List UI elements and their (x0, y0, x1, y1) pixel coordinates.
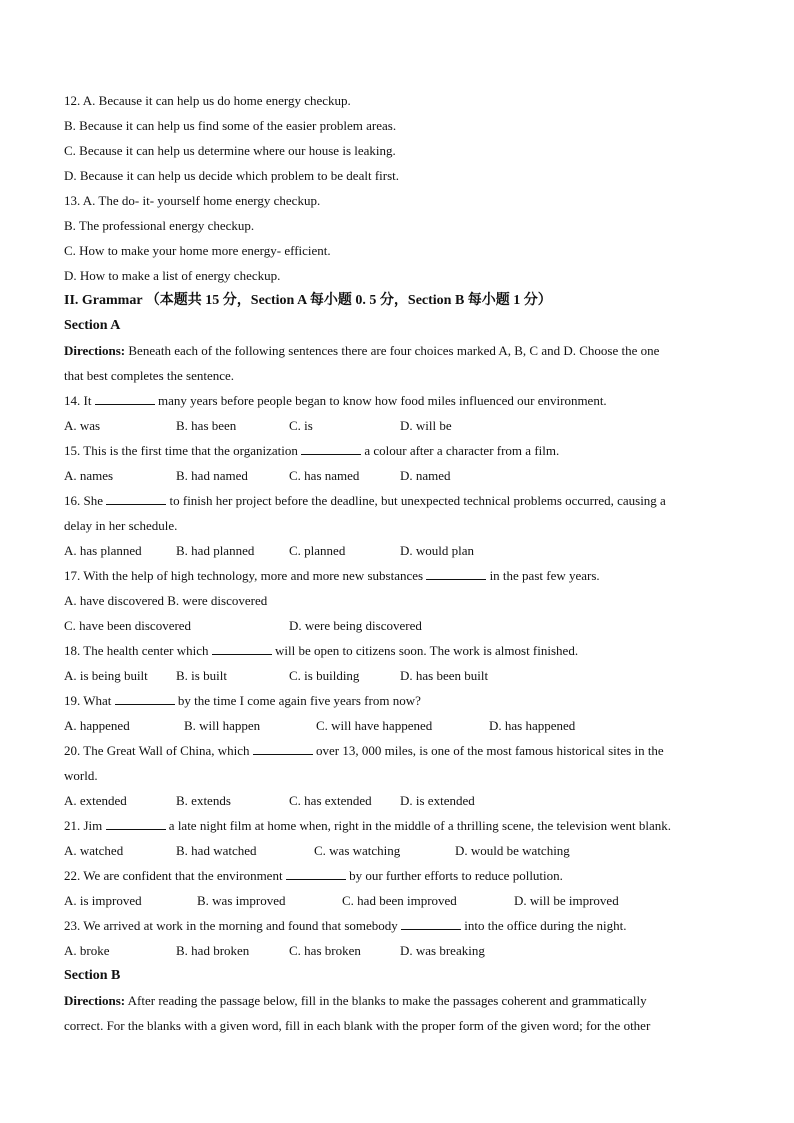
question-text: to finish her project before the deadline, but unexpected technical problems occurred, causing a (166, 493, 666, 508)
section-b-directions-cont: correct. For the blanks with a given word, fill in each blank with the proper form of the given word; for the other (64, 1018, 651, 1033)
answer-blank[interactable] (212, 642, 272, 655)
question-text-cont: world. (64, 768, 98, 783)
answer-option[interactable]: B. had planned (176, 543, 255, 558)
q12-option-a: 12. A. Because it can help us do home energy checkup. (64, 93, 351, 108)
answer-option[interactable]: D. would plan (400, 543, 475, 558)
options-row (64, 713, 714, 738)
answer-option[interactable]: D. is extended (400, 793, 475, 808)
answer-blank[interactable] (95, 392, 155, 405)
question-text: into the office during the night. (461, 918, 627, 933)
question-text: in the past few years. (486, 568, 600, 583)
answer-option[interactable]: A. is improved (64, 893, 142, 908)
section-b-heading: Section B (64, 968, 121, 983)
question-stem (64, 388, 714, 413)
question-stem (64, 738, 714, 763)
answer-option[interactable]: C. planned (289, 543, 346, 558)
q12-option-c: C. Because it can help us determine where our house is leaking. (64, 143, 396, 158)
options-row (64, 413, 714, 438)
answer-option[interactable]: B. had broken (176, 943, 250, 958)
question-stem (64, 563, 714, 588)
question-text: 20. The Great Wall of China, which (64, 743, 253, 758)
answer-option[interactable]: C. has broken (289, 943, 361, 958)
question-stem (64, 488, 714, 513)
question-list (64, 388, 714, 963)
document-page (64, 88, 714, 1038)
answer-option[interactable]: D. has been built (400, 668, 489, 683)
section-a-directions-cont: that best completes the sentence. (64, 368, 235, 383)
section-a-heading: Section A (64, 318, 121, 333)
q13-option-a: 13. A. The do- it- yourself home energy checkup. (64, 193, 321, 208)
question-stem (64, 863, 714, 888)
answer-option[interactable]: D. will be improved (514, 893, 619, 908)
question-text: many years before people began to know how food miles influenced our environment. (154, 393, 607, 408)
options-row (64, 663, 714, 688)
question-text: 15. This is the first time that the organization (64, 443, 302, 458)
answer-option[interactable]: C. is (289, 418, 313, 433)
answer-option[interactable]: C. had been improved (342, 893, 457, 908)
q12-option-b: B. Because it can help us find some of the easier problem areas. (64, 118, 397, 133)
q13-option-c: C. How to make your home more energy- efficient. (64, 243, 331, 258)
answer-option[interactable]: D. would be watching (455, 843, 570, 858)
section-2-heading: II. Grammar （本题共 15 分，Section A 每小题 0. 5 分，Section B 每小题 1 分） (64, 293, 552, 308)
question-stem (64, 438, 714, 463)
question-text: 22. We are confident that the environment (64, 868, 286, 883)
question-text: 14. It (64, 393, 95, 408)
answer-option[interactable]: D. will be (400, 418, 452, 433)
answer-option[interactable]: C. was watching (314, 843, 401, 858)
question-text: 18. The health center which (64, 643, 212, 658)
options-row (64, 613, 714, 638)
answer-option[interactable]: A. happened (64, 718, 130, 733)
answer-blank[interactable] (401, 917, 461, 930)
directions-text: After reading the passage below, fill in the blanks to make the passages coherent and grammatically (125, 993, 647, 1008)
answer-option[interactable]: A. was (64, 418, 101, 433)
answer-option[interactable]: C. will have happened (316, 718, 433, 733)
question-text: by the time I come again five years from now? (174, 693, 421, 708)
options-row (64, 838, 714, 863)
question-text: 19. What (64, 693, 115, 708)
answer-option[interactable]: B. has been (176, 418, 237, 433)
answer-option[interactable]: B. will happen (184, 718, 261, 733)
answer-option[interactable]: D. was breaking (400, 943, 485, 958)
answer-blank[interactable] (106, 817, 166, 830)
answer-option[interactable]: D. has happened (489, 718, 576, 733)
answer-option[interactable]: A. is being built (64, 668, 148, 683)
answer-blank[interactable] (426, 567, 486, 580)
question-stem (64, 813, 714, 838)
answer-option[interactable]: C. have been discovered (64, 618, 192, 633)
options-row (64, 788, 714, 813)
answer-option[interactable]: A. broke (64, 943, 110, 958)
question-stem (64, 688, 714, 713)
q13-option-b: B. The professional energy checkup. (64, 218, 255, 233)
answer-option[interactable]: C. is building (289, 668, 360, 683)
question-text: will be open to citizens soon. The work is almost finished. (271, 643, 579, 658)
question-text: a late night film at home when, right in the middle of a thrilling scene, the television went blank. (165, 818, 671, 833)
question-text: 21. Jim (64, 818, 106, 833)
question-text: a colour after a character from a film. (361, 443, 560, 458)
question-stem (64, 638, 714, 663)
options-row (64, 588, 714, 613)
answer-option[interactable]: A. names (64, 468, 114, 483)
answer-option[interactable]: C. has named (289, 468, 360, 483)
options-row (64, 463, 714, 488)
answer-option[interactable]: B. had watched (176, 843, 257, 858)
options-row (64, 888, 714, 913)
question-text: 23. We arrived at work in the morning and found that somebody (64, 918, 402, 933)
question-stem (64, 913, 714, 938)
question-text: 17. With the help of high technology, more and more new substances (64, 568, 427, 583)
answer-blank[interactable] (301, 442, 361, 455)
answer-blank[interactable] (286, 867, 346, 880)
question-text-cont: delay in her schedule. (64, 518, 178, 533)
answer-blank[interactable] (253, 742, 313, 755)
answer-option[interactable]: A. have discovered B. were discovered (64, 593, 268, 608)
q13-option-d: D. How to make a list of energy checkup. (64, 268, 281, 283)
answer-option[interactable]: C. has extended (289, 793, 372, 808)
directions-label: Directions: (64, 343, 126, 358)
options-row (64, 538, 714, 563)
answer-option[interactable]: A. extended (64, 793, 127, 808)
answer-option[interactable]: B. extends (176, 793, 231, 808)
question-text: by our further efforts to reduce pollution. (345, 868, 563, 883)
q12-option-d: D. Because it can help us decide which problem to be dealt first. (64, 168, 400, 183)
directions-text: Beneath each of the following sentences there are four choices marked A, B, C and D. Choose the one (125, 343, 660, 358)
answer-option[interactable]: D. named (400, 468, 451, 483)
answer-option[interactable]: A. has planned (64, 543, 142, 558)
section-a-directions (64, 338, 714, 363)
options-row (64, 938, 714, 963)
answer-blank[interactable] (115, 692, 175, 705)
answer-option[interactable]: D. were being discovered (289, 618, 422, 633)
section-b-directions (64, 988, 714, 1013)
directions-label: Directions: (64, 993, 126, 1008)
answer-option[interactable]: B. is built (176, 668, 227, 683)
answer-blank[interactable] (106, 492, 166, 505)
answer-option[interactable]: A. watched (64, 843, 124, 858)
question-text: over 13, 000 miles, is one of the most famous historical sites in the (312, 743, 664, 758)
answer-option[interactable]: B. had named (176, 468, 248, 483)
question-text: 16. She (64, 493, 107, 508)
answer-option[interactable]: B. was improved (197, 893, 286, 908)
